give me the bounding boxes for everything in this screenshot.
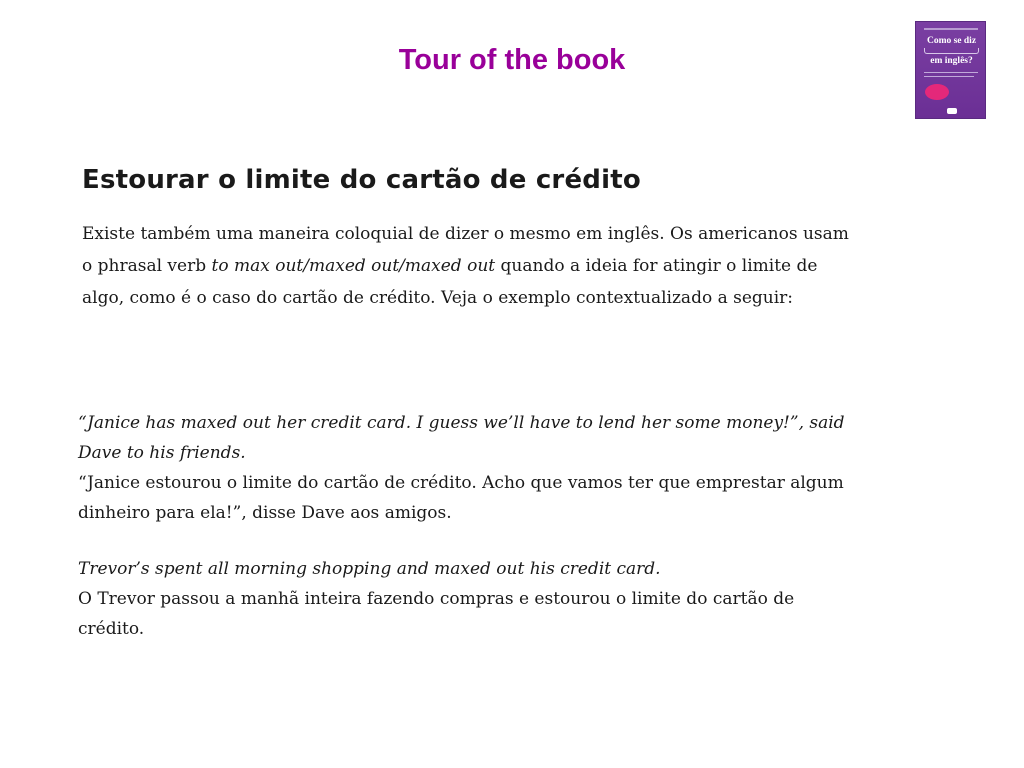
cover-title-line2: em inglês? xyxy=(930,56,973,66)
example-spacer xyxy=(78,528,858,554)
intro-paragraph xyxy=(82,218,862,314)
example-english: “Janice has maxed out her credit card. I guess we’ll have to lend her some money!”, said Dave to his friends. xyxy=(78,413,845,463)
intro-text-part2: quando a ideia for atingir o limite de algo, como é o caso do cartão de crédito. Veja o exemplo contextualizado a seguir: xyxy=(82,256,818,308)
example-portuguese: “Janice estourou o limite do cartão de crédito. Acho que vamos ter que emprestar algum dinheiro para ela!”, disse Dave aos amigos. xyxy=(78,473,844,523)
cover-subtitle-line xyxy=(924,76,974,77)
examples-block xyxy=(78,408,858,644)
book-cover-image xyxy=(915,21,986,119)
book-page-content xyxy=(82,158,862,314)
cover-badge xyxy=(925,84,949,100)
intro-text-part1: Existe também uma maneira coloquial de dizer o mesmo em inglês. Os americanos usam o phrasal verb xyxy=(82,224,849,276)
example-portuguese: O Trevor passou a manhã inteira fazendo compras e estourou o limite do cartão de crédito. xyxy=(78,589,795,639)
cover-author-line xyxy=(924,28,978,30)
intro-phrasal-verb: to max out/maxed out/maxed out xyxy=(211,256,496,276)
cover-title-line1: Como se diz xyxy=(926,36,977,46)
section-heading: Estourar o limite do cartão de crédito xyxy=(82,165,641,195)
publisher-logo-icon xyxy=(947,108,957,114)
cover-frame-decoration xyxy=(924,48,979,54)
cover-subtitle-line xyxy=(924,72,978,73)
example-english: Trevor’s spent all morning shopping and maxed out his credit card. xyxy=(78,559,661,579)
slide-title: Tour of the book xyxy=(398,44,626,76)
